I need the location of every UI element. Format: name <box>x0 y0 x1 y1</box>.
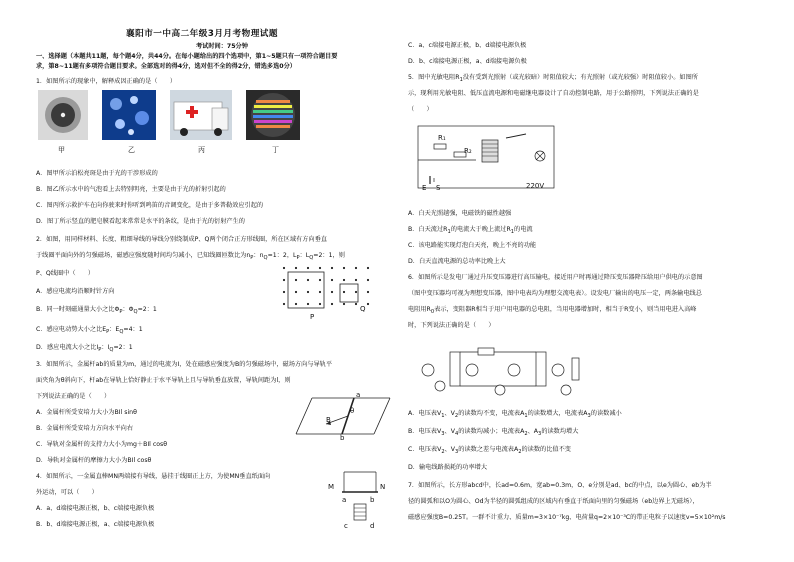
q5-option-a: A．白天光照越强，电磁铁的磁性越强 <box>408 210 512 217</box>
q6-option-b: B．电压表$V_3$、$V_4$的读数均减小；电流表$A_2$、$A_3$的读数均增大 <box>408 428 579 438</box>
soap-film-image <box>246 90 300 140</box>
q4-option-a: A．a、d端接电源正极，b、c端接电源负极 <box>36 505 155 512</box>
q4-option-c: C．a、c端接电源正极，b、d端接电源负极 <box>408 42 527 49</box>
q4-label-n: N <box>380 483 386 491</box>
q7-stem-2: 径的圆弧和以O为圆心、Od为半径的圆弧组成的区域内有垂直于纸面向里的匀强磁场（eb边界上无磁场）， <box>408 498 699 505</box>
coil-p <box>288 272 324 308</box>
q5-stem-3: （ ） <box>408 106 433 113</box>
q4-label-c: c <box>344 522 348 530</box>
q1-option-a: A．图甲所示泊松亮斑是由于光的干涉形成的 <box>36 170 158 177</box>
q3-stem-1: 3．如图所示，金属杆ab的质量为m，通过的电流为I，处在磁感应强度为B的匀强磁场中，磁场方向与导轨平 <box>36 361 333 368</box>
q2-figure <box>278 262 378 322</box>
q2-stem-3: P、Q线圈中（ ） <box>36 270 95 277</box>
q4-option-b: B．b、d端接电源正极，a、c端接电源负极 <box>36 521 155 528</box>
q1-stem: 1．如图所示的现象中，解释成因正确的是（ ） <box>36 78 177 85</box>
q5-stem-2: 示，现利用光敏电阻、低压直流电源和电磁继电器设计了自动控制电路，用于公路照明，下列说法正确的是 <box>408 90 699 97</box>
electromagnet <box>482 140 498 162</box>
q2-label-q: Q <box>360 305 366 313</box>
voltmeter-v1 <box>422 364 434 376</box>
q3-label-a: a <box>356 391 361 399</box>
q1-figures <box>36 88 336 156</box>
section-instructions-1: 一、选择题（本题共11题，每个题4分，共44分。在每小题给出的四个选项中，第1~5题只有一项符合题目要 <box>36 53 338 60</box>
q2-option-c: C．感应电动势大小之比$E_P$：$E_Q=4$：1 <box>36 326 143 336</box>
q7-stem-3: 磁感应强度B=0.25T。一群不计重力、质量m=3×10⁻⁷kg、电荷量q=2×10⁻³C的带正电粒子以速度v=5×10²m/s <box>408 514 726 521</box>
q6-option-c: C．电压表$V_2$、$V_3$的读数之差与电流表$A_2$的读数的比值不变 <box>408 446 571 456</box>
q3-option-b: B．金属杆所受安培力方向水平向右 <box>36 425 134 432</box>
q1-label-bing: 丙 <box>198 146 205 154</box>
q2-stem-1: 2．如图，用同样材料、长度、粗细导线的导线分别绕制成P、Q两个闭合正方形线圈，所在区域有方向垂直 <box>36 236 327 243</box>
q5-option-d: D．白天直流电源的总功率比晚上大 <box>408 258 506 265</box>
q1-label-jia: 甲 <box>58 146 65 154</box>
coil-q <box>340 284 358 302</box>
q1-option-b: B．图乙所示水中的气泡看上去特别明亮，主要是由于光的折射引起的 <box>36 186 226 193</box>
q5-label-s: S <box>436 184 441 192</box>
q5-option-c: C．该电路能实现灯泡白天亮，晚上不亮的功能 <box>408 242 537 249</box>
q5-stem-1: 5．图中光敏电阻$R_1$没有受到光照射（或光较暗）时阻值较大；有光照射（或光较强）时阻值较小。如图所 <box>408 74 698 84</box>
q1-label-yi: 乙 <box>128 146 135 154</box>
q4-option-d: D．b、c端接电源正极，a、d端接电源负极 <box>408 58 527 65</box>
q6-stem-3: 电阻用$R_0$表示，变阻器R相当于用户用电器的总电阻，当用电器增加时，相当于R变小，则当用电进入高峰 <box>408 306 697 316</box>
q2-label-p: P <box>310 313 315 321</box>
q3-option-c: C．导轨对金属杆的支持力大小为mg＋BIl cosθ <box>36 441 168 448</box>
q5-label-voltage: 220V <box>526 182 545 190</box>
ammeter-a2 <box>495 385 505 395</box>
step-down-transformer <box>536 352 546 386</box>
exam-title: 襄阳市一中高二年级3月月考物理试题 <box>126 29 278 39</box>
q6-stem-2: （图中变压器均可视为理想变压器，图中电表均为理想交流电表）。设发电厂输出的电压一定，两条输电线总 <box>408 290 702 297</box>
q7-stem-1: 7．如图所示，长方形abcd中，长ad=0.6m，宽ab=0.3m，O、e分别是ad、bc的中点，以e为圆心、eb为半 <box>408 482 712 489</box>
voltmeter-v2 <box>466 364 478 376</box>
q3-label-field: B <box>326 416 331 424</box>
q3-option-a: A．金属杆所受安培力大小为BIl sinθ <box>36 409 137 416</box>
section-instructions-2: 求，第8~11题有多项符合题目要求。全部选对的得4分，选对但不全的得2分，错选多选0分） <box>36 63 296 70</box>
q3-label-theta: θ <box>350 407 355 415</box>
q2-stem-2: 于线圈平面向外的匀强磁场，磁感应强度随时间均匀减小，已知线圈匝数比为$n_P$：$n_Q=1$：2，$L_P$：$L_Q=2$：1，则 <box>36 252 345 262</box>
q6-stem-4: 时，下列说法正确的是（ ） <box>408 322 495 329</box>
bubbles-image <box>102 90 156 140</box>
line-resistor-r0 <box>478 348 494 355</box>
exam-time: 考试时间：75分钟 <box>196 43 248 50</box>
q3-label-b: b <box>340 434 345 442</box>
voltmeter-v3 <box>508 364 520 376</box>
voltmeter-v4 <box>552 364 564 376</box>
q6-option-a: A．电压表$V_1$、$V_2$的读数均不变，电流表$A_1$的读数增大，电流表$A_3$的读数减小 <box>408 410 622 420</box>
q4-label-d: d <box>370 522 375 530</box>
q4-stem-2: 外运动，可以（ ） <box>36 489 98 496</box>
q2-option-b: B．同一时刻磁通量大小之比$\Phi_P$：$\Phi_Q=2$：1 <box>36 306 157 316</box>
q6-option-d: D．输电线路损耗的功率增大 <box>408 464 488 471</box>
q2-option-d: D．感应电流大小之比$I_P$：$I_Q=2$：1 <box>36 344 133 354</box>
poisson-spot-image <box>38 90 88 140</box>
q5-option-b: B．白天流过$R_1$的电流大于晚上流过$R_1$的电流 <box>408 226 533 236</box>
ammeter-a3 <box>561 385 571 395</box>
q5-label-e: E <box>422 184 427 192</box>
ambulance-image <box>170 90 232 140</box>
q1-label-ding: 丁 <box>272 146 279 154</box>
q4-label-b: b <box>370 496 375 504</box>
ammeter-a1 <box>435 381 445 391</box>
photoresistor-r1 <box>434 144 446 149</box>
q6-stem-1: 6．如图所示是发电厂通过升压变压器进行高压输电，接近用户时再通过降压变压器降压给用户供电的示意图 <box>408 274 703 281</box>
q1-option-c: C．图丙所示救护车在向你驶来时你听到鸣笛的音调变化，是由于多普勒效应引起的 <box>36 202 264 209</box>
load-resistor-r <box>572 358 579 380</box>
q4-stem-1: 4．如图所示，一金属直棒MN两端接有导线，悬挂于线圈正上方，为使MN垂直纸面向 <box>36 473 271 480</box>
q4-label-m: M <box>328 483 335 491</box>
q5-label-r1: R₁ <box>438 134 446 142</box>
q3-stem-2: 面夹角为θ斜向下，杆ab在导轨上恰好静止于水平导轨上且与导轨垂直放置，导轨间距为l，则 <box>36 377 291 384</box>
q1-option-d: D．图丁所示竖直的肥皂膜看起来常常是水平的条纹，是由于光的衍射产生的 <box>36 218 245 225</box>
q4-label-a: a <box>342 496 347 504</box>
q5-label-r2: R₂ <box>464 147 472 155</box>
q6-circuit <box>416 338 596 400</box>
step-up-transformer <box>450 352 460 386</box>
q2-option-a: A．感应电流均沿顺时针方向 <box>36 288 115 295</box>
q3-option-d: D．导轨对金属杆的摩擦力大小为BIl cosθ <box>36 457 152 464</box>
q3-stem-3: 下列说法正确的是（ ） <box>36 393 111 400</box>
